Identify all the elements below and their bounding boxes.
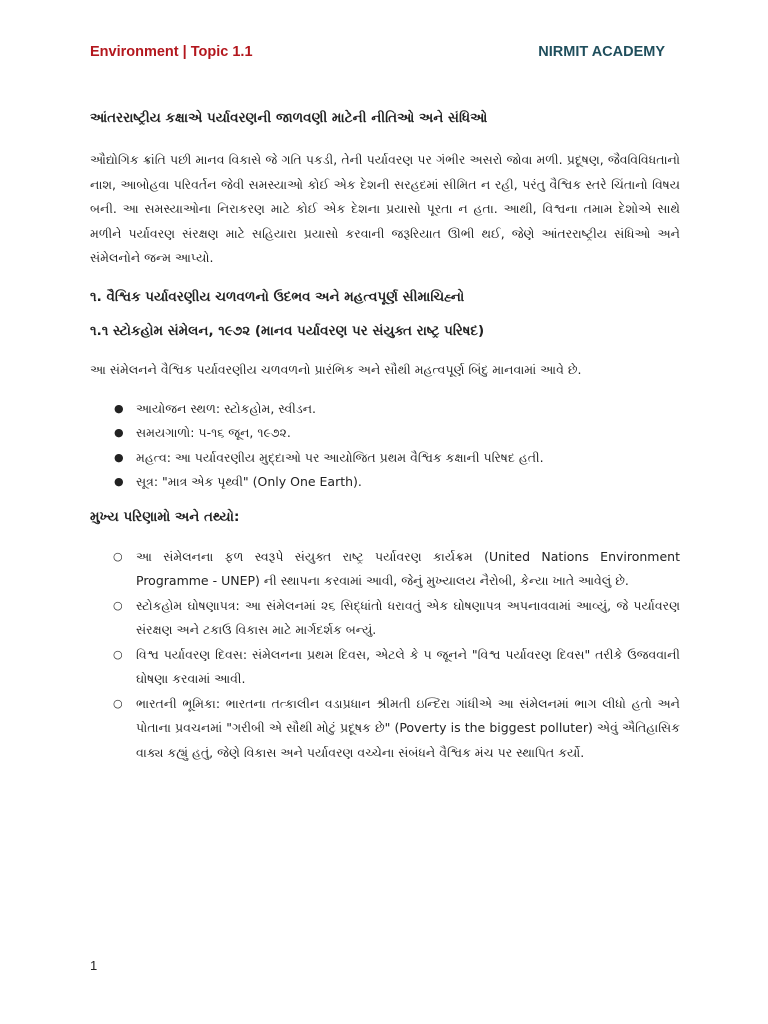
results-list <box>90 545 680 766</box>
circle-bullet-icon: ○ <box>113 549 123 563</box>
bullet-icon: ● <box>114 426 124 439</box>
intro-paragraph: ઔદ્યોગિક ક્રાંતિ પછી માનવ વિકાસે જે ગતિ પકડી, તેની પર્યાવરણ પર ગંભીર અસરો જોવા મળી. પ્રદૂષણ, જૈવવિવિધતાનો નાશ, આબોહવા પરિવર્તન જેવી સમસ્યાઓ કોઈ એક દેશની સરહદમાં સીમિત ન રહી, પરંતુ વૈશ્વિક સ્તરે ચિંતાનો વિષય બની. આ સમસ્યાઓના નિરાકરણ માટે કોઈ એક દેશના પ્રયાસો પૂરતા ન હતા. આથી, વિશ્વના તમામ દેશોએ સાથે મળીને પર્યાવરણ સંરક્ષણ માટે સહિયારા પ્રયાસો કરવાની જરૂરિયાત ઊભી થઈ, જેણે આંતરરાષ્ટ્રીય સંધિઓ અને સંમેલનોને જન્મ આપ્યો. <box>90 152 680 265</box>
list-item <box>90 421 680 446</box>
results-heading: મુખ્ય પરિણામો અને તથ્યો: <box>90 508 240 525</box>
document-title: આંતરરાષ્ટ્રીય કક્ષાએ પર્યાવરણની જાળવણી માટેની નીતિઓ અને સંધિઓ <box>90 110 488 126</box>
page-header <box>90 44 665 60</box>
list-item <box>90 470 680 495</box>
facts-bullet-list <box>90 397 680 495</box>
list-item <box>90 446 680 471</box>
circle-bullet-icon: ○ <box>113 696 123 710</box>
list-item <box>90 545 680 594</box>
bullet-icon: ● <box>114 401 124 415</box>
bullet-icon: ● <box>114 450 124 464</box>
list-item-text: આ સંમેલનના ફળ સ્વરૂપે સંયુક્ત રાષ્ટ્ર પર્યાવરણ કાર્યક્રમ (United Nations Environment Programme - UNEP) ની સ્થાપના કરવામાં આવી, જેનું મુખ્યાલય નૈરોબી, કેન્યા ખાતે આવેલું છે. <box>136 548 680 588</box>
page-number: 1 <box>90 958 98 973</box>
list-item <box>90 594 680 643</box>
list-item-text: સ્ટોકહોમ ઘોષણાપત્ર: આ સંમેલનમાં ૨૬ સિદ્ધાંતો ધરાવતું એક ઘોષણાપત્ર અપનાવવામાં આવ્યું, જે પર્યાવરણ સંરક્ષણ અને ટકાઉ વિકાસ માટે માર્ગદર્શક બન્યું. <box>136 597 680 637</box>
list-item-text: વિશ્વ પર્યાવરણ દિવસ: સંમેલનના પ્રથમ દિવસ, એટલે કે ૫ જૂનને "વિશ્વ પર્યાવરણ દિવસ" તરીકે ઉજવવાની ઘોષણા કરવામાં આવી. <box>136 646 680 686</box>
list-item-text: આયોજન સ્થળ: સ્ટોકહોમ, સ્વીડન. <box>136 400 316 416</box>
section-heading: ૧. વૈશ્વિક પર્યાવરણીય ચળવળનો ઉદભવ અને મહત્વપૂર્ણ સીમાચિહ્નો <box>90 288 465 305</box>
list-item-text: સમયગાળો: ૫-૧૬ જૂન, ૧૯૭૨. <box>136 425 291 440</box>
subsection-heading: ૧.૧ સ્ટોકહોમ સંમેલન, ૧૯૭૨ (માનવ પર્યાવરણ પર સંયુક્ત રાષ્ટ્ર પરિષદ) <box>90 322 485 339</box>
circle-bullet-icon: ○ <box>113 647 123 661</box>
document-body <box>90 108 680 765</box>
list-item-text: સૂત્ર: "માત્ર એક પૃથ્વી" (Only One Earth). <box>136 474 362 489</box>
subsection-intro: આ સંમેલનને વૈશ્વિક પર્યાવરણીય ચળવળનો પ્રારંભિક અને સૌથી મહત્વપૂર્ણ બિંદુ માનવામાં આવે છે. <box>90 361 582 377</box>
list-item-text: મહત્વ: આ પર્યાવરણીય મુદ્દાઓ પર આયોજિત પ્રથમ વૈશ્વિક કક્ષાની પરિષદ હતી. <box>136 449 544 465</box>
list-item <box>90 692 680 766</box>
list-item-text: ભારતની ભૂમિકા: ભારતના તત્કાલીન વડાપ્રધાન શ્રીમતી ઇન્દિરા ગાંધીએ આ સંમેલનમાં ભાગ લીધો હતો અને પોતાના પ્રવચનમાં "ગરીબી એ સૌથી મોટું પ્રદૂષક છે" (Poverty is the biggest polluter) એવું ઐતિહાસિક વાક્ય કહ્યું હતું, જેણે વિકાસ અને પર્યાવરણ વચ્ચેના સંબંધને વૈશ્વિક મંચ પર સ્થાપિત કર્યો. <box>136 695 680 760</box>
circle-bullet-icon: ○ <box>113 598 123 612</box>
bullet-icon: ● <box>114 475 124 488</box>
header-topic: Environment | Topic 1.1 <box>90 44 253 60</box>
list-item <box>90 643 680 692</box>
header-academy: NIRMIT ACADEMY <box>538 44 665 60</box>
list-item <box>90 397 680 422</box>
